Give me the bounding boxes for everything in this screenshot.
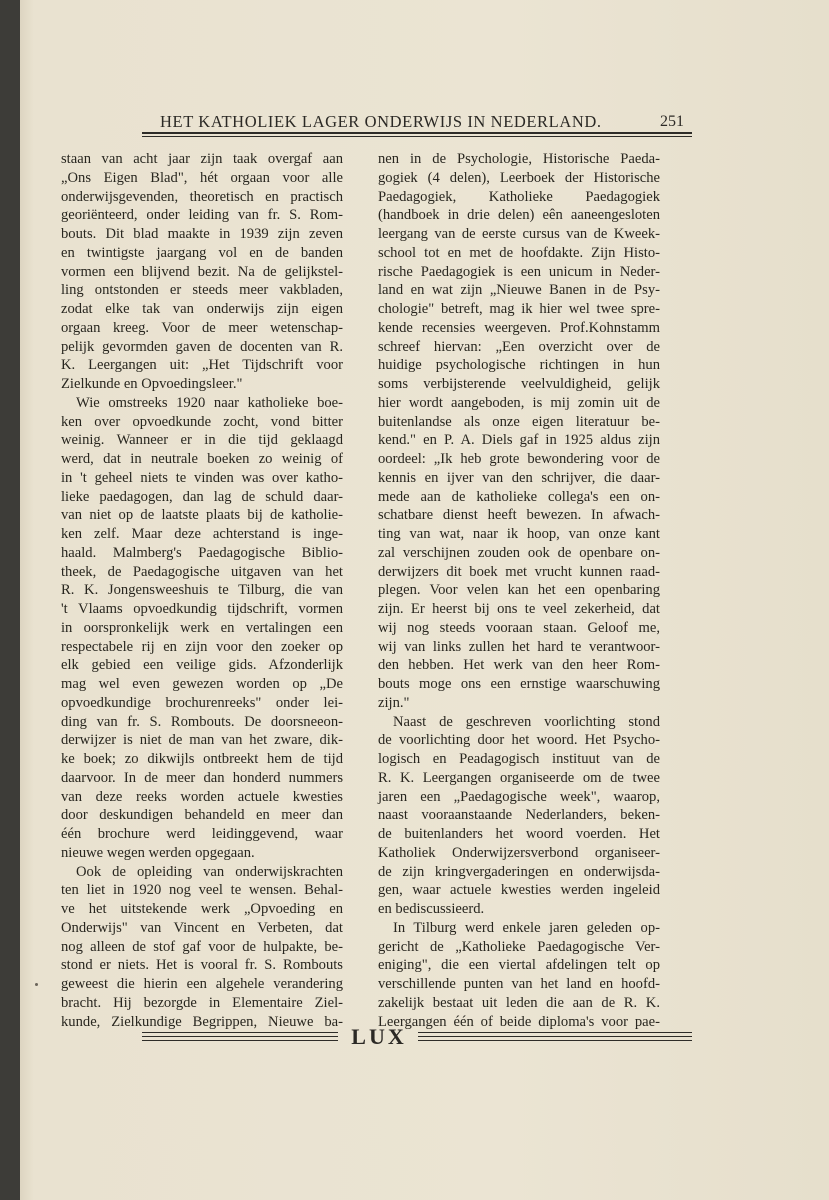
text-line: bouts moge ons een ernstige waarschuwing <box>378 676 660 692</box>
running-title: HET KATHOLIEK LAGER ONDERWIJS IN NEDERLAND. <box>160 112 602 131</box>
lux-logo: LUX <box>351 1024 407 1049</box>
text-line: zodat elke tak van onderwijs zijn eigen <box>61 301 343 317</box>
text-line: in oorspronkelijk werk en vertalingen een <box>61 619 343 636</box>
text-line: bracht. Hij bezorgde in Elementaire Ziel- <box>61 994 343 1011</box>
text-line: staan van acht jaar zijn taak overgaf aan <box>61 151 343 167</box>
text-line: nen in de Psychologie, Historische Paeda- <box>378 151 660 167</box>
footer-rule-left-3 <box>142 1040 338 1041</box>
text-line: van deze reeks worden actuele kwesties <box>61 788 343 805</box>
text-line: soms verbijsterende veelvuldigheid, gelijk <box>378 376 660 392</box>
text-column-right <box>378 150 660 1031</box>
text-line: R. K. Jongensweeshuis te Tilburg, die van <box>61 582 343 599</box>
text-line: buitenlandse als onze eigen literatuur be- <box>378 413 660 430</box>
text-line: zakelijk bestaat uit leden die aan de R. K. <box>378 994 660 1011</box>
text-line: zijn. Er heerst bij ons te veel zekerheid, dat <box>378 601 660 617</box>
text-line: opvoedkundige brochurenreeks" onder lei- <box>61 694 343 711</box>
page-number: 251 <box>660 113 684 130</box>
text-line: hier wordt aangeboden, is mij zomin uit de <box>378 394 660 411</box>
text-line: ten liet in 1920 nog veel te wensen. Behal- <box>61 882 343 899</box>
page-footer <box>142 1024 692 1048</box>
text-line: wij nog steeds vooraan staan. Geloof me, <box>378 619 660 636</box>
text-line: wij van links zullen het hard te verantwoor- <box>378 638 660 655</box>
text-line: ken zelf. Maar deze achterstand is inge- <box>61 526 343 542</box>
text-line: chologie" betreft, mag ik hier wel twee spre- <box>378 301 660 317</box>
text-column-left <box>61 150 343 1031</box>
text-line: georiënteerd, onder leiding van fr. S. Rom- <box>61 207 343 224</box>
text-line: schreef hiervan: „Een overzicht over de <box>378 338 660 355</box>
text-line: de buitenlanders het woord voerden. Het <box>378 826 660 842</box>
text-line: ken over opvoedkunde zocht, vond bitter <box>61 413 343 430</box>
text-line: plegen. Voor velen kan het een openbaring <box>378 582 660 599</box>
footer-rule-right-1 <box>418 1032 692 1033</box>
text-line: van niet op de laatste plaats bij de katholie- <box>61 507 343 524</box>
text-line: weinig. Wanneer er in die tijd geklaagd <box>61 432 343 449</box>
text-line: den hebben. Het werk van den heer Rom- <box>378 657 660 674</box>
text-line: verschillende punten van het land en hoofd- <box>378 976 660 992</box>
text-line: mag wel even gewezen worden op „De <box>61 676 343 692</box>
text-line: orgaan kreeg. Voor de meer wetenschap- <box>61 319 343 336</box>
text-line: (handboek in drie delen) eên aaneengesloten <box>378 207 660 224</box>
text-line: school tot en met de hoofdakte. Zijn Histo- <box>378 244 660 261</box>
text-line: logisch en Peadagogisch instituut van de <box>378 751 660 767</box>
text-line: In Tilburg werd enkele jaren geleden op- <box>393 919 660 936</box>
text-line: gogiek (4 delen), Leerboek der Historische <box>378 169 660 186</box>
text-line: Paedagogiek, Katholieke Paedagogiek <box>378 188 660 205</box>
text-line: gen, waar actuele kwesties werden ingeleid <box>378 882 660 899</box>
text-line: huidige psychologische richtingen in hun <box>378 357 660 374</box>
text-line: ting van wat, naar ik hoop, van onze kant <box>378 526 660 542</box>
footer-rule-right-2 <box>418 1036 692 1037</box>
text-line: derwijzer is niet de man van het zware, dik- <box>61 732 343 749</box>
text-line: in 't geheel niets te vinden was over katho- <box>61 469 343 486</box>
text-line: jaren een „Paedagogische week", waarop, <box>378 788 660 805</box>
text-line: elk gebied een veilige gids. Afzonderlijk <box>61 657 343 674</box>
header-rule-thick <box>142 132 692 134</box>
text-line: kend." en P. A. Diels gaf in 1925 aldus zijn <box>378 432 660 449</box>
text-line: de voorlichting door het woord. Het Psycho- <box>378 732 660 749</box>
text-line: derwijzers dit boek met vrucht kunnen raad- <box>378 563 660 580</box>
text-line: schatbare dienst heeft bewezen. In afwach- <box>378 507 660 524</box>
text-line: onderwijsgevenden, theoretisch en practisch <box>61 188 343 205</box>
text-line: één brochure werd leidinggevend, waar <box>61 826 343 842</box>
text-line: Wie omstreeks 1920 naar katholieke boe- <box>76 394 343 411</box>
text-line: zijn." <box>378 694 410 711</box>
text-line: naast vooraanstaande Nederlanders, beken- <box>378 807 660 824</box>
text-line: K. Leergangen uit: „Het Tijdschrift voor <box>61 357 343 374</box>
text-line: ling ontstonden er steeds meer vakbladen, <box>61 282 343 299</box>
text-line: Onderwijs" van Vincent en Verbeten, dat <box>61 919 343 936</box>
text-line: stond er niets. Het is vooral fr. S. Rombouts <box>61 957 343 974</box>
text-line: Leergangen één of beide diploma's voor pae- <box>378 1013 660 1030</box>
text-line: en bediscussieerd. <box>378 901 485 917</box>
text-line: eniging", die een viertal afdelingen telt op <box>378 957 660 974</box>
text-line: vormen een blijvend bezit. Na de gelijkstel- <box>61 263 343 280</box>
text-line: werd, dat in neutrale boeken zo weinig of <box>61 451 343 467</box>
text-line: „Ons Eigen Blad", hét orgaan voor alle <box>61 169 343 186</box>
text-line: door deskundigen behandeld en meer dan <box>61 807 343 824</box>
text-line: de zijn kringvergaderingen en onderwijsda- <box>378 863 660 880</box>
text-line: geweest die hierin een algehele verandering <box>61 976 343 992</box>
text-line: kende recensies weergeven. Prof.Kohnstamm <box>378 319 660 336</box>
text-line: gericht de „Katholieke Paedagogische Ver- <box>378 938 660 955</box>
text-line: zal verschijnen zouden ook de openbare on- <box>378 544 660 561</box>
text-line: pelijk gevormden gaven de docenten van R. <box>61 338 343 355</box>
footer-rule-right-3 <box>418 1040 692 1041</box>
text-line: lieke paedagogen, dan lag de schuld daar- <box>61 488 343 505</box>
text-line: respectabele rij en zijn voor den zoeker op <box>61 638 343 655</box>
text-line: haald. Malmberg's Paedagogische Biblio- <box>61 544 343 561</box>
text-line: kennis en ijver van den schrijver, die daar- <box>378 469 660 486</box>
text-line: land en wat zijn „Nieuwe Banen in de Psy- <box>378 282 660 299</box>
footer-rule-left-1 <box>142 1032 338 1033</box>
text-line: nieuwe wegen werden opgegaan. <box>61 844 255 861</box>
text-line: ve het uitstekende werk „Opvoeding en <box>61 901 343 917</box>
text-line: Ook de opleiding van onderwijskrachten <box>76 863 343 880</box>
text-line: Katholiek Onderwijzersverbond organiseer- <box>378 844 660 861</box>
text-line: theek, de Paedagogische uitgaven van het <box>61 563 343 580</box>
text-line: mede aan de katholieke collega's een on- <box>378 488 660 505</box>
text-line: oordeel: „Ik heb grote bewondering voor de <box>378 451 660 467</box>
text-line: nog alleen de stof gaf voor de hulpakte, be- <box>61 938 343 955</box>
text-line: 't Vlaams opvoedkundig tijdschrift, vormen <box>61 601 343 617</box>
text-line: leergang van de eerste cursus van de Kweek- <box>378 226 660 242</box>
footer-rule-left-2 <box>142 1036 338 1037</box>
text-line: ding van fr. S. Rombouts. De doorsneeon- <box>61 713 343 730</box>
text-line: daarvoor. In de meer dan honderd nummers <box>61 769 343 786</box>
text-line: rische Paedagogiek is een unicum in Neder- <box>378 263 660 280</box>
margin-speck <box>35 983 38 986</box>
text-line: Zielkunde en Opvoedingsleer." <box>61 376 243 392</box>
text-line: ke boek; zo dikwijls ontbreekt hem de tijd <box>61 751 343 767</box>
text-line: R. K. Leergangen organiseerde om de twee <box>378 769 660 786</box>
text-line: kunde, Zielkundige Begrippen, Nieuwe ba- <box>61 1013 343 1030</box>
text-line: en twintigste jaargang vol en de banden <box>61 244 343 261</box>
text-line: Naast de geschreven voorlichting stond <box>393 713 660 730</box>
header-rule-thin <box>142 136 692 137</box>
text-line: bouts. Dit blad maakte in 1939 zijn zeven <box>61 226 343 242</box>
